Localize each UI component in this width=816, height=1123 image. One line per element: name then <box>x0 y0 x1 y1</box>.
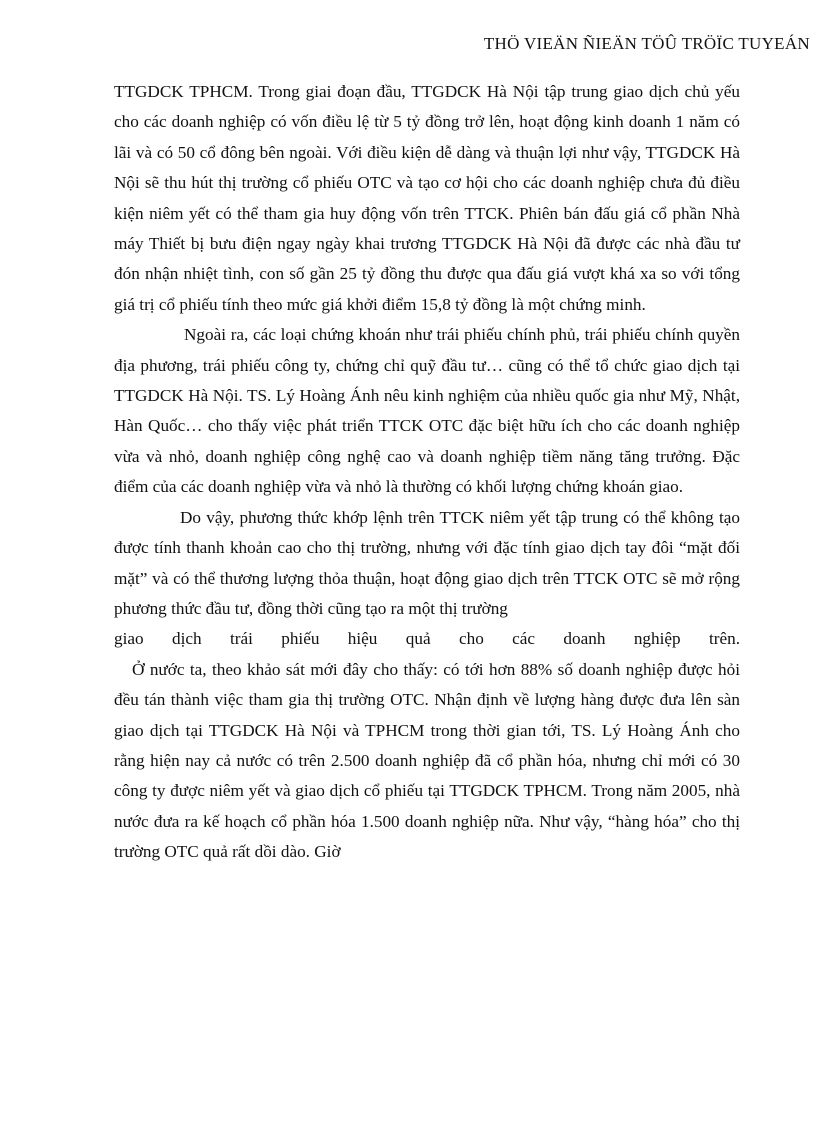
page-header-title: THÖ VIEÄN ÑIEÄN TÖÛ TRÖÏC TUYEÁN <box>483 34 810 53</box>
paragraph-3-continued: giao dịch trái phiếu hiệu quả cho các doanh nghiệp trên. <box>114 629 740 649</box>
document-body <box>114 77 740 868</box>
paragraph-3: Do vậy, phương thức khớp lệnh trên TTCK niêm yết tập trung có thể không tạo được tính thanh khoản cao cho thị trường, nhưng với đặc tính giao dịch tay đôi “mặt đối mặt” và có thể thương lượng thỏa thuận, hoạt động giao dịch trên TTCK OTC sẽ mở rộng phương thức đầu tư, đồng thời cũng tạo ra một thị trường <box>114 507 740 618</box>
paragraph-2: Ngoài ra, các loại chứng khoán như trái phiếu chính phủ, trái phiếu chính quyền địa phương, trái phiếu công ty, chứng chỉ quỹ đầu tư… cũng có thể tổ chức giao dịch tại TTGDCK Hà Nội. TS. Lý Hoàng Ánh nêu kinh nghiệm của nhiều quốc gia như Mỹ, Nhật, Hàn Quốc… cho thấy việc phát triển TTCK OTC đặc biệt hữu ích cho các doanh nghiệp vừa và nhỏ, doanh nghiệp công nghệ cao và doanh nghiệp tiềm năng tăng trưởng. Đặc điểm của các doanh nghiệp vừa và nhỏ là thường có khối lượng chứng khoán giao. <box>114 325 740 497</box>
paragraph-4: Ở nước ta, theo khảo sát mới đây cho thấy: có tới hơn 88% số doanh nghiệp được hỏi đều tán thành việc tham gia thị trường OTC. Nhận định về lượng hàng được đưa lên sàn giao dịch tại TTGDCK Hà Nội và TPHCM trong thời gian tới, TS. Lý Hoàng Ánh cho rằng hiện nay cả nước có trên 2.500 doanh nghiệp đã cổ phần hóa, nhưng chỉ mới có 30 công ty được niêm yết và giao dịch cổ phiếu tại TTGDCK TPHCM. Trong năm 2005, nhà nước đưa ra kế hoạch cổ phần hóa 1.500 doanh nghiệp nữa. Như vậy, “hàng hóa” cho thị trường OTC quả rất dồi dào. Giờ <box>114 659 740 862</box>
paragraph-1: TTGDCK TPHCM. Trong giai đoạn đầu, TTGDCK Hà Nội tập trung giao dịch chủ yếu cho các doanh nghiệp có vốn điều lệ từ 5 tỷ đồng trở lên, hoạt động kinh doanh 1 năm có lãi và có 50 cổ đông bên ngoài. Với điều kiện dễ dàng và thuận lợi như vậy, TTGDCK Hà Nội sẽ thu hút thị trường cổ phiếu OTC và tạo cơ hội cho các doanh nghiệp chưa đủ điều kiện niêm yết có thể tham gia huy động vốn trên TTCK. Phiên bán đấu giá cổ phần Nhà máy Thiết bị bưu điện ngay ngày khai trương TTGDCK Hà Nội đã được các nhà đầu tư đón nhận nhiệt tình, con số gần 25 tỷ đồng thu được qua đấu giá vượt khá xa so với tổng giá trị cổ phiếu tính theo mức giá khởi điểm 15,8 tỷ đồng là một chứng minh. <box>114 82 740 314</box>
